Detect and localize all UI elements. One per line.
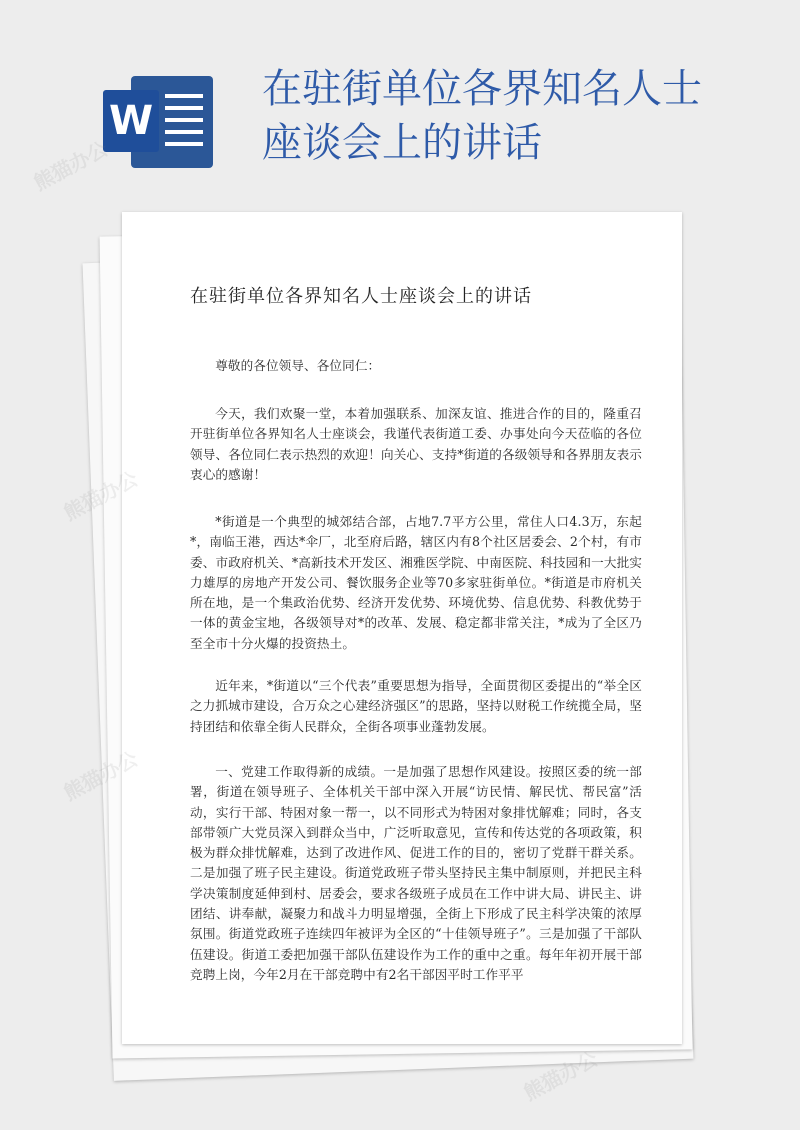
watermark: 熊猫办公 (59, 746, 142, 806)
document-title: 在驻街单位各界知名人士座谈会上的讲话 (190, 286, 532, 307)
paragraph-1: 今天，我们欢聚一堂，本着加强联系、加深友谊、推进合作的目的，隆重召开驻街单位各界知名人士座谈会，我谨代表街道工委、办事处向今天莅临的各位领导、各位同仁表示热烈的欢迎！向关心、支持*街道的各级领导和各界朋友表示衷心的感谢！ (190, 406, 642, 482)
word-letter-badge: W (103, 90, 159, 152)
paragraph-3: 近年来，*街道以“三个代表”重要思想为指导，全面贯彻区委提出的“举全区之力抓城市建设，合万众之心建经济强区”的思路，坚持以财税工作统揽全局，坚持团结和依靠全街人民群众，全街各项事业蓬勃发展。 (190, 678, 642, 734)
watermark: 熊猫办公 (519, 1046, 602, 1106)
greeting: 尊敬的各位领导、各位同仁： (215, 358, 381, 373)
paragraph-4: 一、党建工作取得新的成绩。一是加强了思想作风建设。按照区委的统一部署，街道在领导班子、全体机关干部中深入开展“访民情、解民忧、帮民富”活动，实行干部、特困对象一帮一，以不同形式为特困对象排忧解难；同时，各支部带领广大党员深入到群众当中，广泛听取意见，宣传和传达党的各项政策，积极为群众排忧解难，达到了改进作风、促进工作的目的，密切了党群干群关系。二是加强了班子民主建设。街道党政班子带头坚持民主集中制原则，并把民主科学决策制度延伸到村、居委会，要求各级班子成员在工作中讲大局、讲民主、讲团结、讲奉献，凝聚力和战斗力明显增强，全街上下形成了民主科学决策的浓厚氛围。街道党政班子连续四年被评为全区的“十佳领导班子”。三是加强了干部队伍建设。街道工委把加强干部队伍建设作为工作的重中之重。每年年初开展干部竞聘上岗，今年2月在干部竞聘中有2名干部因平时工作平平 (190, 764, 642, 982)
paragraph-2: *街道是一个典型的城郊结合部，占地7.7平方公里，常住人口4.3万，东起*，南临王港，西达*伞厂，北至府后路，辖区内有8个社区居委会、2个村，有市委、市政府机关、*高新技术开发区、湘雅医学院、中南医院、科技园和一大批实力雄厚的房地产开发公司、餐饮服务企业等70多家驻街单位。*街道是市府机关所在地，是一个集政治优势、经济开发优势、环境优势、信息优势、科教优势于一体的黄金宝地，各级领导对*的改革、发展、稳定都非常关注，*成为了全区乃至全市十分火爆的投资热土。 (190, 514, 642, 651)
header-title: 在驻街单位各界知名人士座谈会上的讲话 (262, 66, 702, 166)
watermark: 熊猫办公 (29, 136, 112, 196)
word-app-icon (103, 72, 219, 172)
